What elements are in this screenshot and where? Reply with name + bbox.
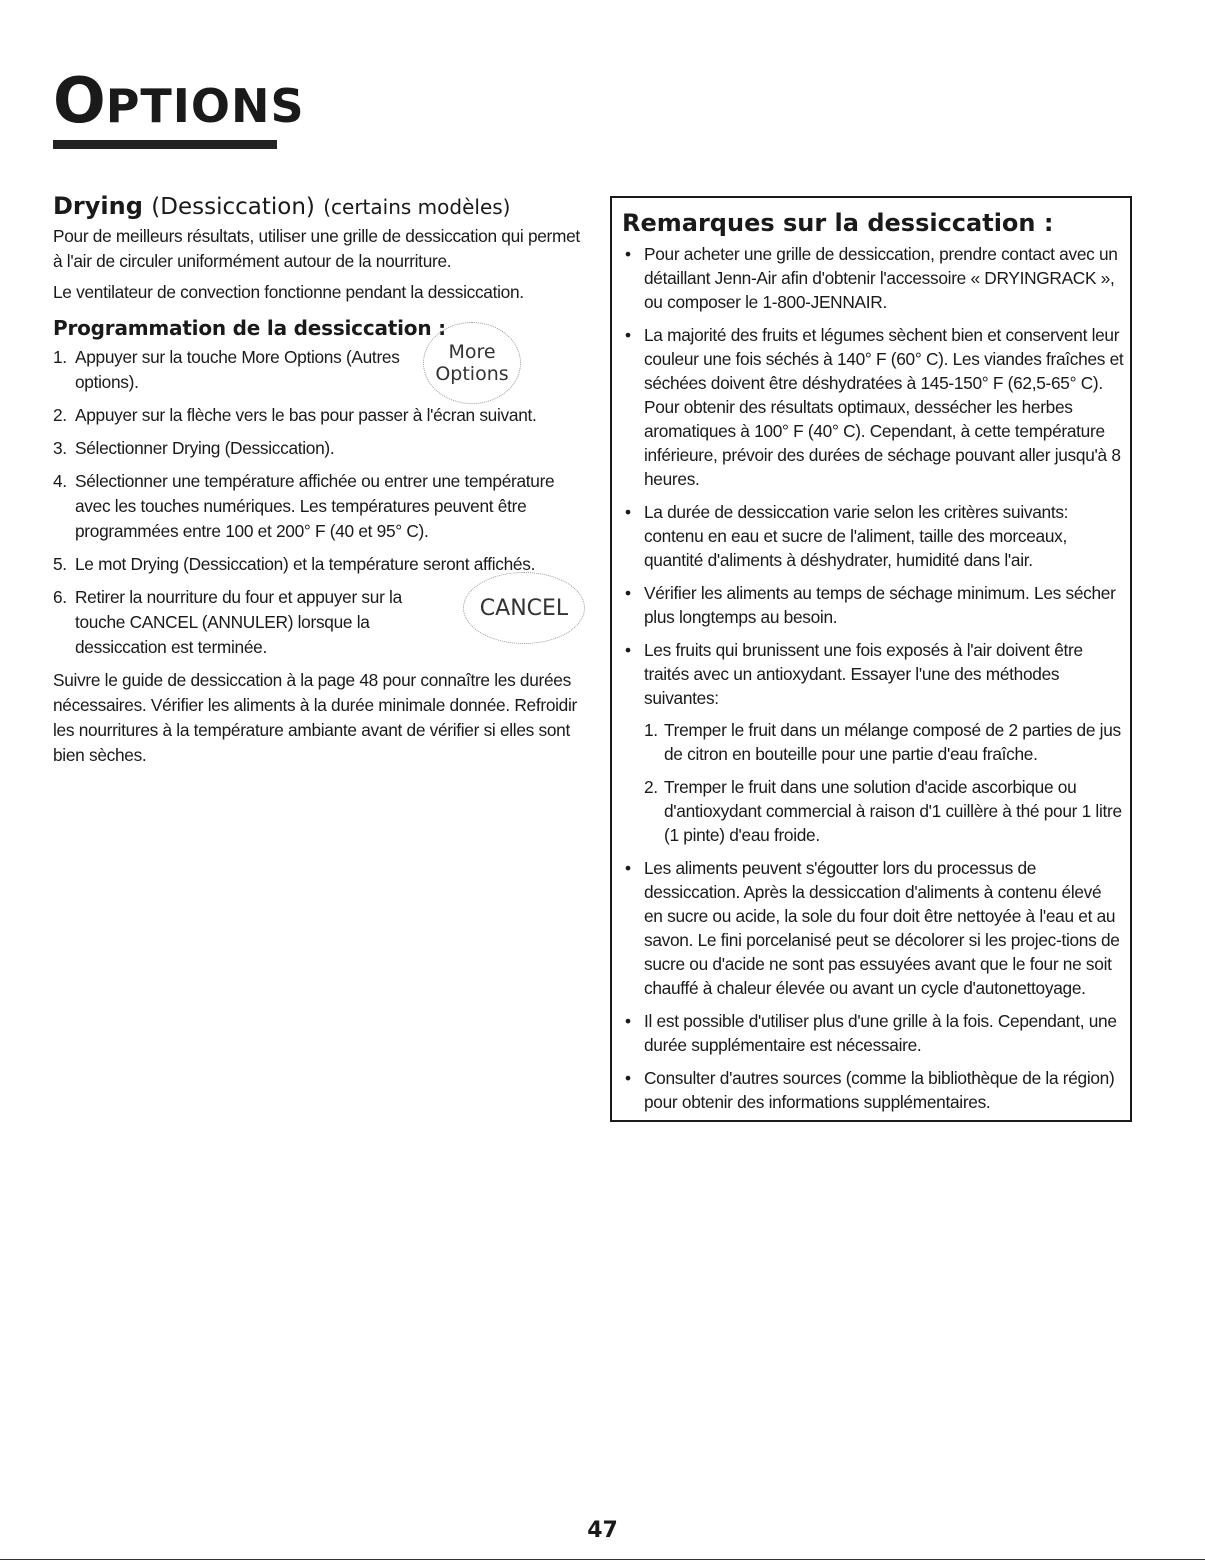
bullet: • (625, 502, 631, 522)
note-item (622, 581, 1124, 629)
drying-title (53, 192, 583, 222)
method-item (644, 775, 1124, 847)
bullet: • (625, 583, 631, 603)
note-text: Pour acheter une grille de dessiccation, prendre contact avec un détaillant Jenn-Air afin d'obtenir l'accessoire « DRYINGRACK », ou composer le 1-800-JENNAIR. (644, 244, 1118, 312)
step-text: Retirer la nourriture du four et appuyer sur la touche CANCEL (ANNULER) lorsque la dessiccation est terminée. (75, 586, 402, 657)
note-item (622, 856, 1124, 1000)
cancel-key-illustration (463, 572, 585, 644)
method-text: Tremper le fruit dans un mélange composé de 2 parties de jus de citron en bouteille pour une partie d'eau fraîche. (664, 720, 1121, 764)
step-item (53, 436, 583, 461)
page-title (53, 64, 305, 137)
notes-title: Remarques sur la dessiccation : (622, 209, 1054, 237)
method-text: Tremper le fruit dans une solution d'acide ascorbique ou d'antioxydant commercial à raison d'1 cuillère à thé pour 1 litre (1 pinte) d'eau froide. (664, 777, 1122, 845)
bullet: • (625, 858, 631, 878)
step-item (53, 552, 583, 577)
note-item (622, 1009, 1124, 1057)
note-text: Les fruits qui brunissent une fois exposés à l'air doivent être traités avec un antioxydant. Essayer l'une des méthodes suivantes: (644, 640, 1083, 708)
bullet: • (625, 244, 631, 264)
note-item (622, 500, 1124, 572)
step-text: Sélectionner Drying (Dessiccation). (75, 437, 335, 458)
note-item (622, 323, 1124, 491)
method-number: 1. (644, 720, 658, 740)
note-text: La durée de dessiccation varie selon les critères suivants: contenu en eau et sucre de l'aliment, taille des morceaux, quantité d'aliments à déshydrater, humidité dans l'air. (644, 502, 1069, 570)
drying-fan-note: Le ventilateur de convection fonctionne pendant la dessiccation. (53, 281, 524, 302)
heading-underline (53, 140, 277, 149)
page-title-rest: PTIONS (105, 79, 305, 133)
step-number: 4. (53, 470, 67, 491)
more-options-key-line1: More (448, 341, 496, 363)
note-item (622, 1066, 1124, 1114)
page-title-initial: O (53, 64, 106, 137)
step-number: 1. (53, 346, 67, 367)
step-item (53, 469, 583, 544)
cancel-key-label: CANCEL (479, 595, 569, 621)
page-number: 47 (587, 1518, 618, 1543)
method-item (644, 718, 1124, 766)
note-item (622, 638, 1124, 847)
drying-closing: Suivre le guide de dessiccation à la page 48 pour connaître les durées nécessaires. Vérifier les aliments à la durée minimale donnée. Refroidir les nourritures à la température ambiante avant de vérifier si elles sont bien sèches. (53, 669, 577, 765)
programming-title: Programmation de la dessiccation : (53, 315, 446, 340)
drying-notes-box (610, 196, 1132, 1122)
bullet: • (625, 640, 631, 660)
step-number: 5. (53, 553, 67, 574)
note-text: La majorité des fruits et légumes sèchent bien et conservent leur couleur une fois séchés à 140° F (60° C). Les viandes fraîches et séchées doivent être déshydratées à 145-150° F (62,5-65° C). Pour obtenir des résultats optimaux, dessécher les herbes aromatiques à 100° F (40° C). Cependant, à cette température inférieure, prévoir des durées de séchage pouvant aller jusqu'à 8 heures. (644, 325, 1124, 489)
notes-list (622, 242, 1124, 1114)
step-text: Appuyer sur la flèche vers le bas pour passer à l'écran suivant. (75, 404, 537, 425)
step-text: Appuyer sur la touche More Options (Autres options). (75, 346, 400, 392)
antioxidant-methods (644, 718, 1124, 847)
drying-section (53, 192, 583, 768)
step-text: Le mot Drying (Dessiccation) et la température seront affichés. (75, 553, 536, 574)
note-text: Consulter d'autres sources (comme la bibliothèque de la région) pour obtenir des informations supplémentaires. (644, 1068, 1115, 1112)
more-options-key-illustration (423, 322, 521, 404)
step-number: 3. (53, 437, 67, 458)
drying-intro: Pour de meilleurs résultats, utiliser une grille de dessiccation qui permet à l'air de circuler uniformément autour de la nourriture. (53, 225, 580, 271)
step-text: Sélectionner une température affichée ou entrer une température avec les touches numériques. Les températures peuvent être programmées entre 100 et 200° F (40 et 95° C). (75, 470, 555, 541)
step-number: 2. (53, 404, 67, 425)
bullet: • (625, 1068, 631, 1088)
bottom-rule (0, 1559, 1205, 1560)
method-number: 2. (644, 777, 658, 797)
bullet: • (625, 1011, 631, 1031)
drying-title-fr: (Dessiccation) (151, 194, 315, 220)
step-item (53, 403, 583, 428)
more-options-key-line2: Options (435, 363, 509, 385)
note-text: Vérifier les aliments au temps de séchage minimum. Les sécher plus longtemps au besoin. (644, 583, 1116, 627)
bullet: • (625, 325, 631, 345)
drying-title-note: (certains modèles) (323, 195, 511, 219)
note-item (622, 242, 1124, 314)
note-text: Il est possible d'utiliser plus d'une grille à la fois. Cependant, une durée supplémentaire est nécessaire. (644, 1011, 1117, 1055)
step-number: 6. (53, 586, 67, 607)
note-text: Les aliments peuvent s'égoutter lors du processus de dessiccation. Après la dessiccation d'aliments à contenu élevé en sucre ou acide, la sole du four doit être nettoyée à l'eau et au savon. Le fini porcelanisé peut se décolorer si les projec-tions de sucre ou d'acide ne sont pas essuyées avant que le four ne soit chauffé à chaleur élevée ou avant un cycle d'autonettoyage. (644, 858, 1120, 998)
drying-title-en: Drying (53, 192, 143, 220)
